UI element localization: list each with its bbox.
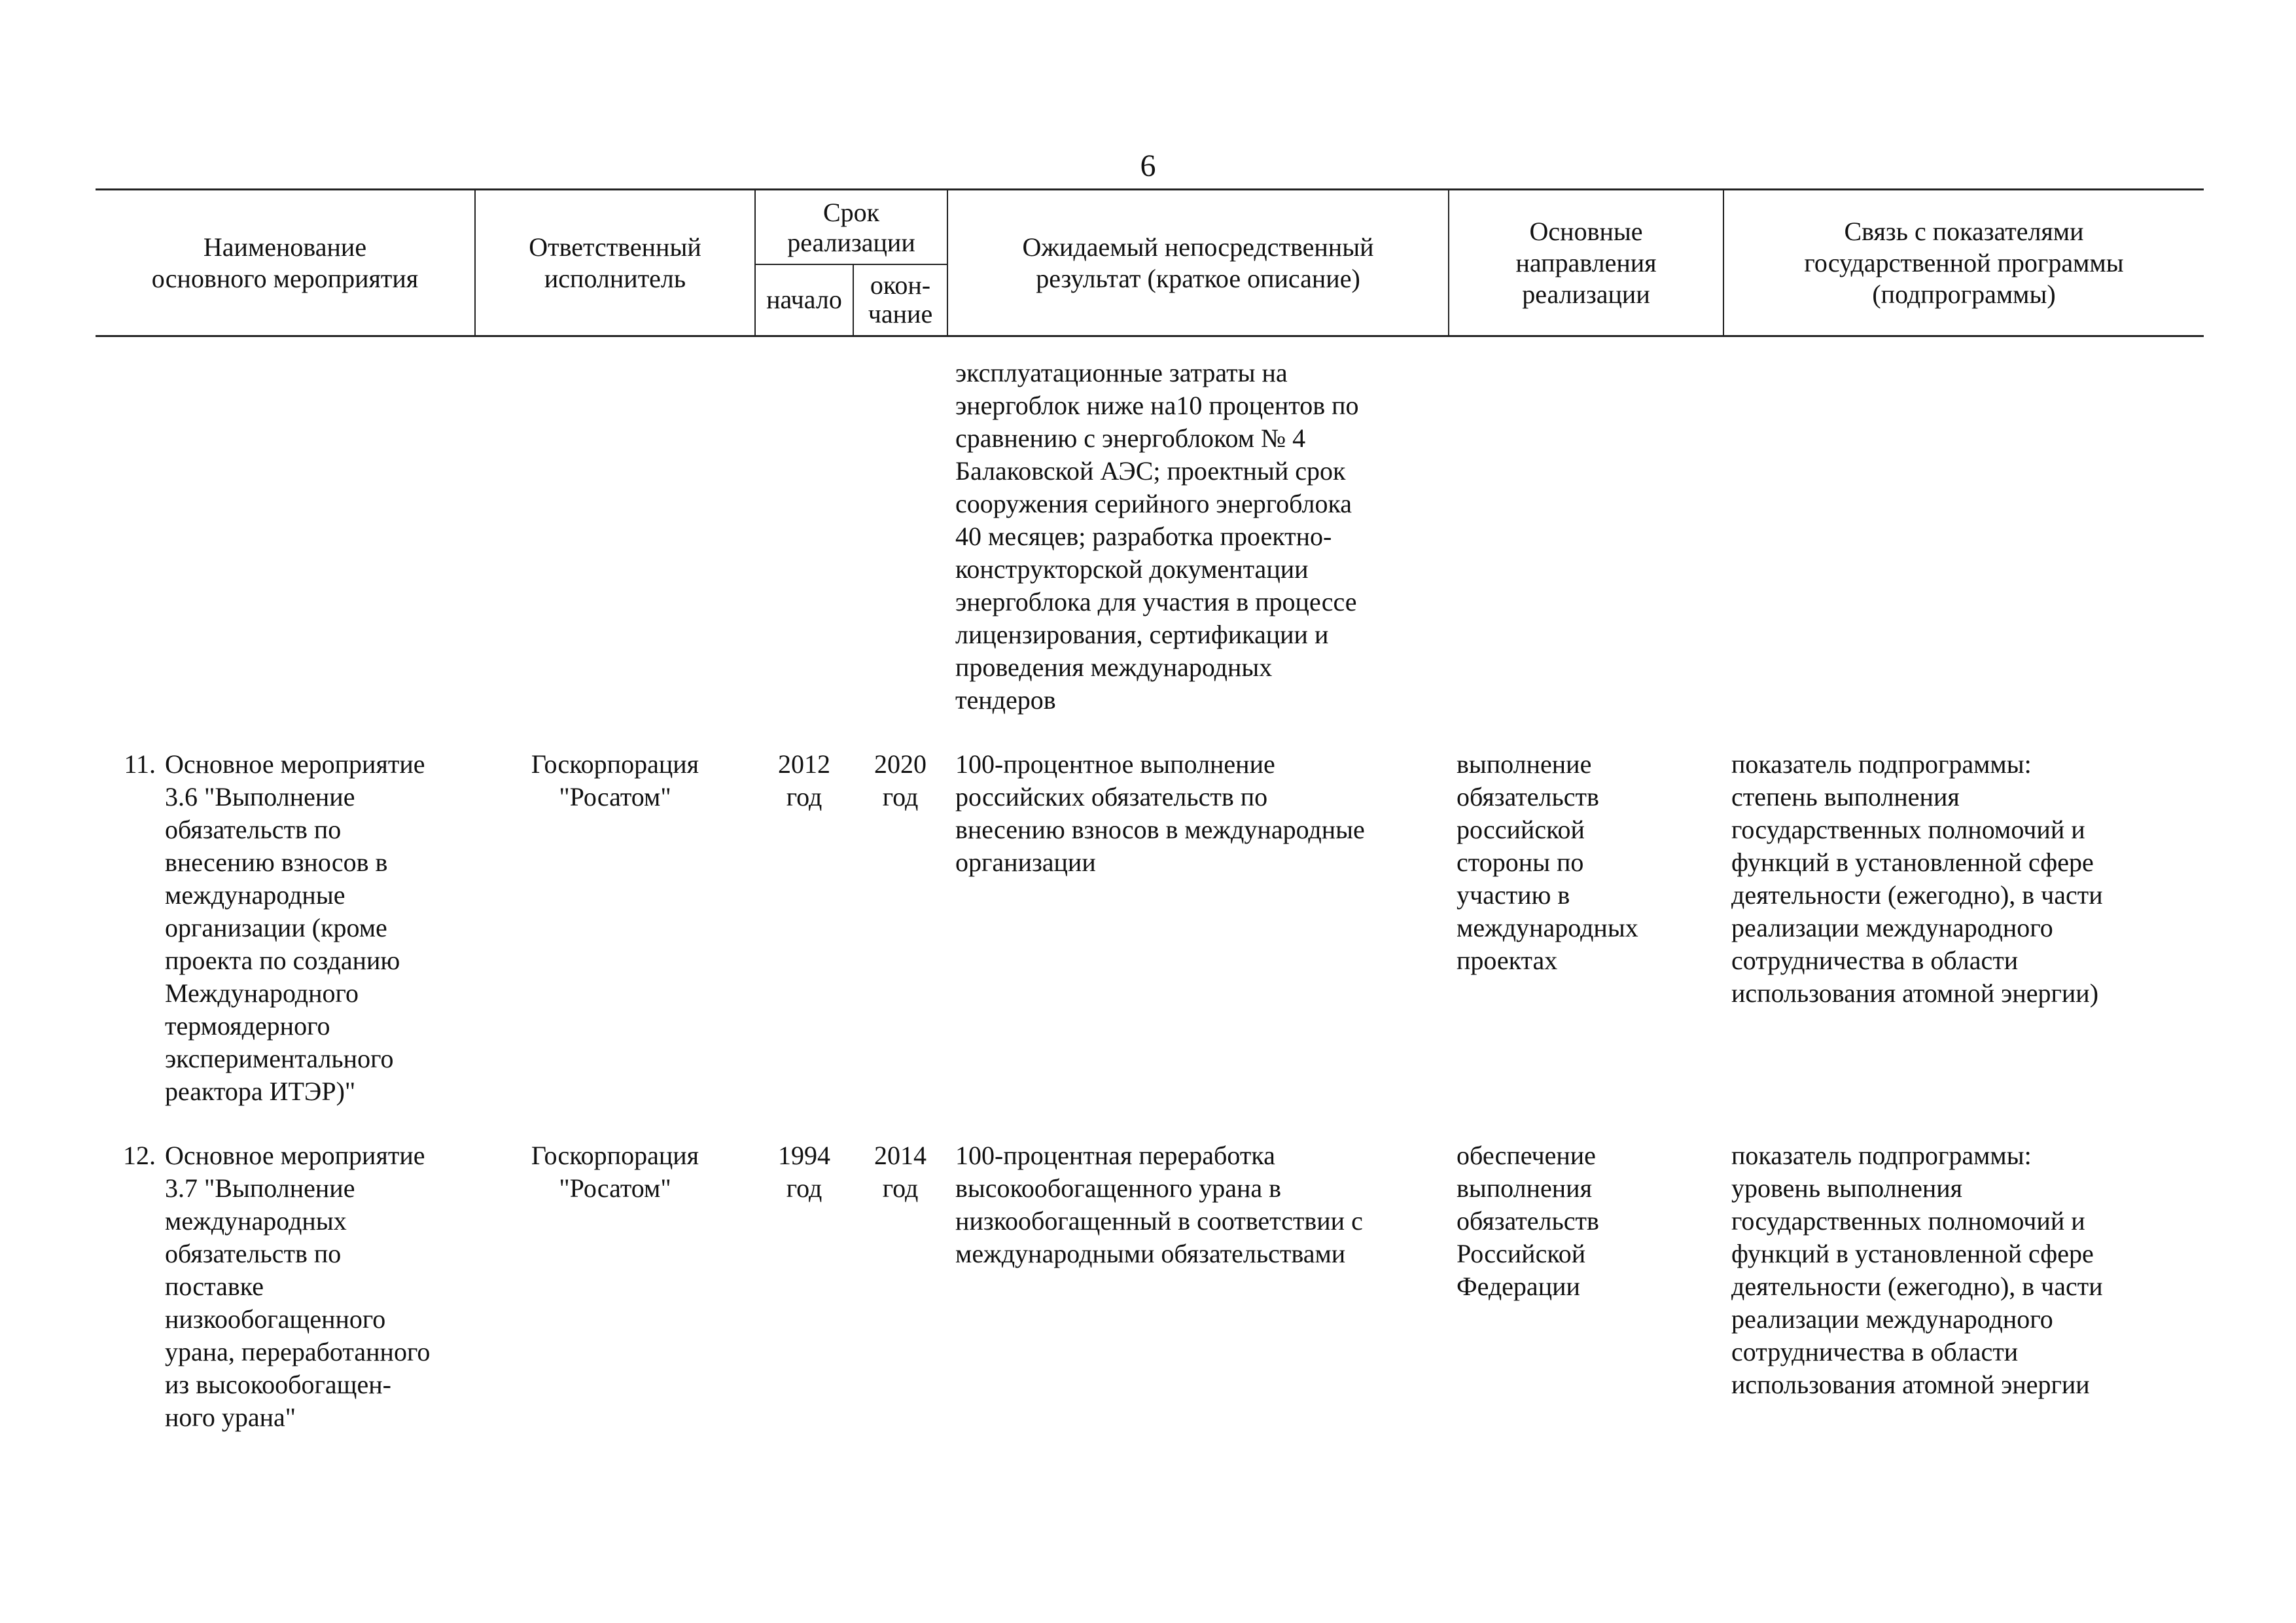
row-11-name: 11. Основное мероприятие 3.6 "Выполнение обязательств по внесению взносов в международные организации (кроме проекта по созданию Международного термоядерного экспериментального реактора ИТЭР)" — [96, 748, 475, 1139]
header-result: Ожидаемый непосредственный результат (краткое описание) — [947, 190, 1449, 336]
page-number: 6 — [1140, 149, 1156, 183]
header-end: окон- чание — [853, 264, 947, 336]
row-11-responsible: Госкорпорация "Росатом" — [531, 749, 699, 812]
row-12-start: 1994 год — [778, 1141, 830, 1203]
row-12-name: 12. Основное мероприятие 3.7 "Выполнение международных обязательств по поставке низкообогащенного урана, переработанного из высокообогащен- ного урана" — [96, 1139, 475, 1434]
row-12-link: показатель подпрограммы: уровень выполнения государственных полномочий и функций в установленной сфере деятельности (ежегодно), в части реализации международного сотрудничества в области использования атомной энергии — [1731, 1141, 2103, 1399]
header-start: начало — [755, 264, 853, 336]
row-11-start: 2012 год — [778, 749, 830, 812]
table-header — [96, 188, 2204, 337]
row-12-directions: обеспечение выполнения обязательств Российской Федерации — [1457, 1141, 1599, 1301]
row-11-directions: выполнение обязательств российской стороны по участию в международных проектах — [1457, 749, 1638, 975]
continuation-result: эксплуатационные затраты на энергоблок ниже на10 процентов по сравнению с энергоблоком № 4 Балаковской АЭС; проектный срок сооружения серийного энергоблока 40 месяцев; разработка проектно- конструкторской документации энергоблока для участия в процессе лицензирования, сертификации и проведения международных тендеров — [955, 358, 1359, 715]
header-link: Связь с показателями государственной программы (подпрограммы) — [1723, 190, 2204, 336]
row-12-number: 12. — [123, 1141, 156, 1170]
row-12-responsible: Госкорпорация "Росатом" — [531, 1141, 699, 1203]
table-row-continuation — [96, 357, 2204, 748]
row-12-end: 2014 год — [874, 1141, 927, 1203]
row-11-result: 100-процентное выполнение российских обязательств по внесению взносов в международные организации — [955, 749, 1365, 877]
table-row-12 — [96, 1139, 2204, 1434]
header-name: Наименование основного мероприятия — [96, 190, 475, 336]
header-term: Срок реализации — [755, 190, 947, 264]
row-12-result: 100-процентная переработка высокообогащенного урана в низкообогащенный в соответствии с международными обязательствами — [955, 1141, 1363, 1268]
header-directions: Основные направления реализации — [1449, 190, 1723, 336]
header-responsible: Ответственный исполнитель — [475, 190, 755, 336]
row-11-link: показатель подпрограммы: степень выполнения государственных полномочий и функций в установленной сфере деятельности (ежегодно), в части реализации международного сотрудничества в области использования атомной энергии) — [1731, 749, 2103, 1008]
row-11-number: 11. — [124, 749, 156, 779]
table-body — [96, 357, 2204, 1434]
row-11-end: 2020 год — [874, 749, 927, 812]
table-row-11 — [96, 748, 2204, 1139]
